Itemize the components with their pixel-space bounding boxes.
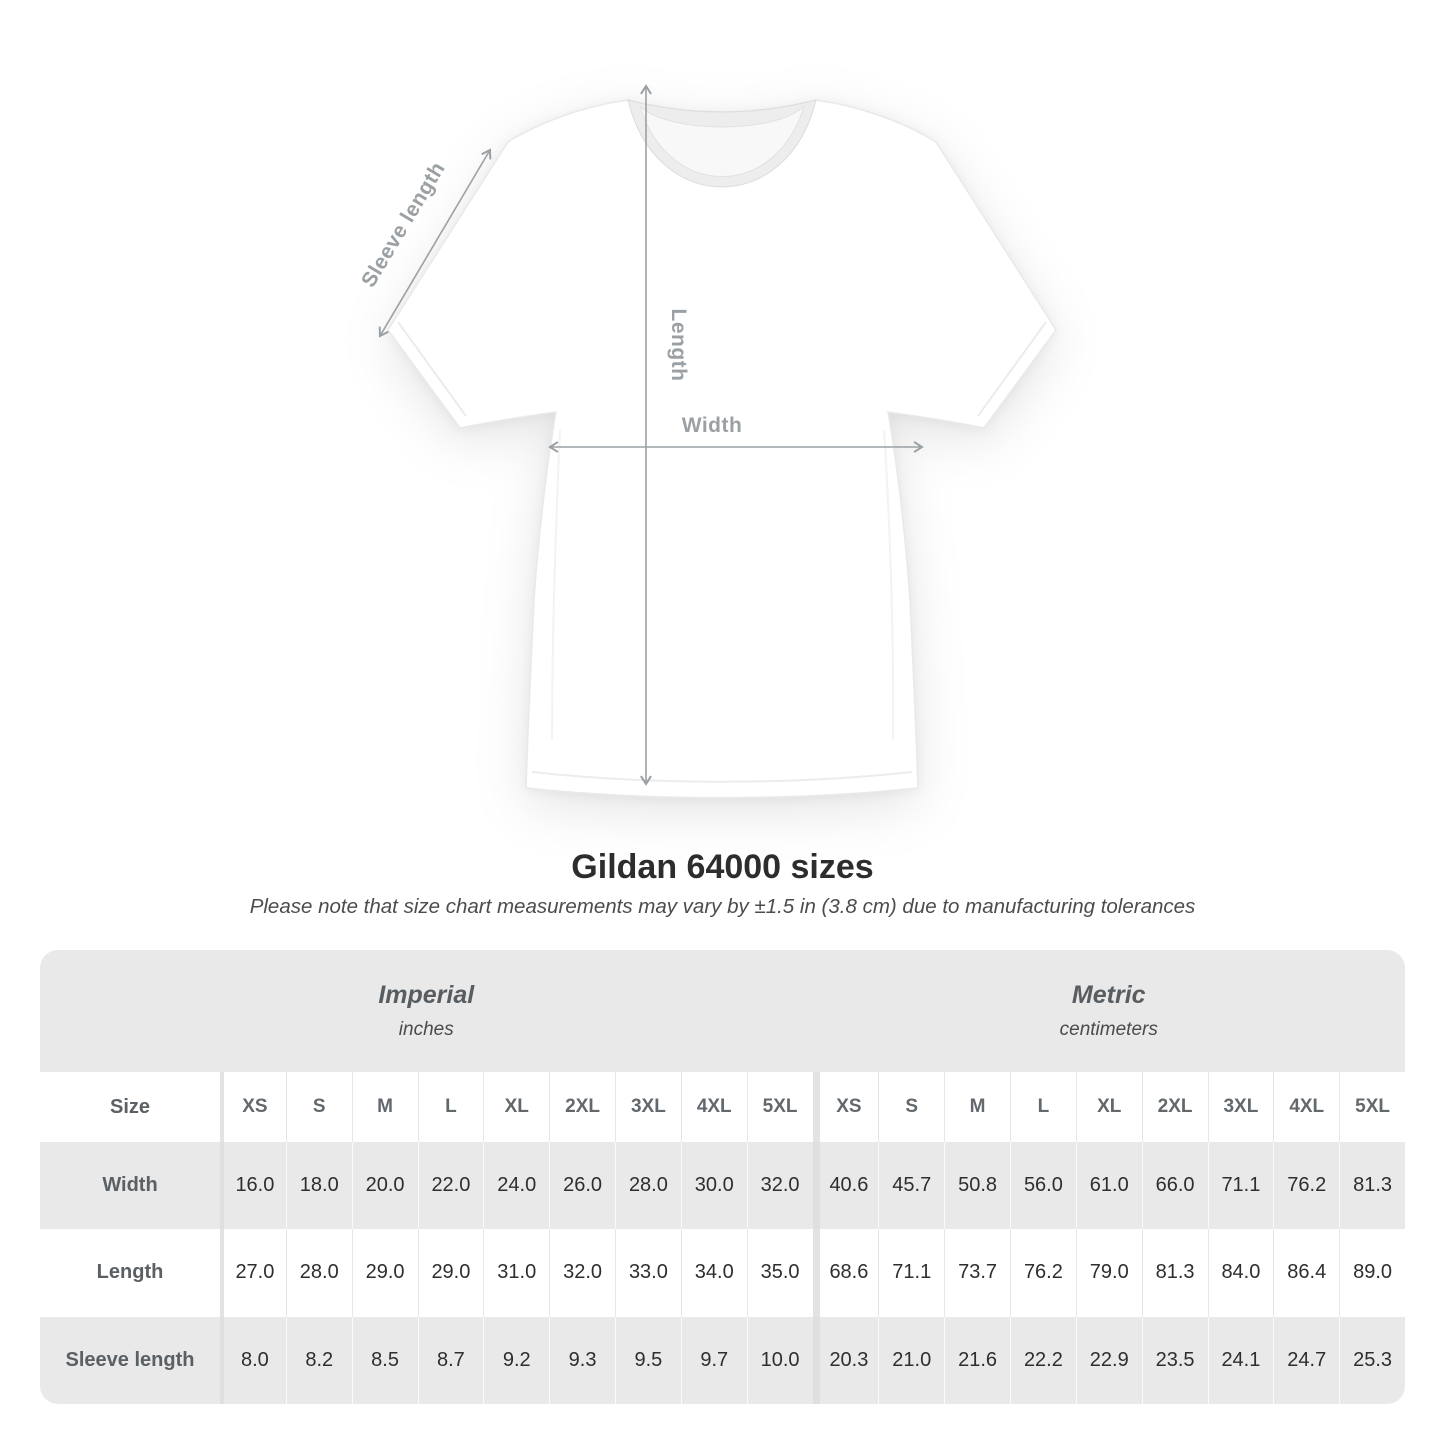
table-cell: 56.0 xyxy=(1010,1142,1076,1229)
size-header: XS xyxy=(813,1072,879,1142)
table-cell: 28.0 xyxy=(615,1142,681,1229)
size-header: 4XL xyxy=(681,1072,747,1142)
size-header: 2XL xyxy=(549,1072,615,1142)
size-header: M xyxy=(352,1072,418,1142)
size-header: S xyxy=(878,1072,944,1142)
tolerance-note: Please note that size chart measurements may vary by ±1.5 in (3.8 cm) due to manufacturing tolerances xyxy=(249,895,1196,918)
table-cell: 89.0 xyxy=(1339,1229,1405,1316)
table-cell: 25.3 xyxy=(1339,1317,1405,1404)
table-cell: 20.3 xyxy=(813,1317,879,1404)
metric-group-name: Metric xyxy=(1071,981,1146,1009)
table-cell: 24.0 xyxy=(483,1142,549,1229)
table-cell: 8.5 xyxy=(352,1317,418,1404)
table-cell: 9.2 xyxy=(483,1317,549,1404)
size-header: S xyxy=(286,1072,352,1142)
table-cell: 81.3 xyxy=(1339,1142,1405,1229)
imperial-group-unit: inches xyxy=(398,1019,454,1040)
table-row-length xyxy=(40,1229,1405,1316)
table-cell: 18.0 xyxy=(286,1142,352,1229)
metric-group-header xyxy=(813,950,1406,1072)
table-cell: 22.2 xyxy=(1010,1317,1076,1404)
table-cell: 24.7 xyxy=(1273,1317,1339,1404)
size-header: XL xyxy=(1076,1072,1142,1142)
sleeve-length-label: Sleeve length xyxy=(357,157,450,292)
table-cell: 66.0 xyxy=(1142,1142,1208,1229)
size-header: L xyxy=(1010,1072,1076,1142)
size-header-label: Size xyxy=(109,1095,151,1118)
table-cell: 9.3 xyxy=(549,1317,615,1404)
table-cell: 29.0 xyxy=(418,1229,484,1316)
table-cell: 28.0 xyxy=(286,1229,352,1316)
table-cell: 76.2 xyxy=(1010,1229,1076,1316)
imperial-group-name: Imperial xyxy=(378,981,475,1009)
length-label: Length xyxy=(667,308,690,382)
size-header: 4XL xyxy=(1273,1072,1339,1142)
table-cell: 84.0 xyxy=(1208,1229,1274,1316)
table-cell: 76.2 xyxy=(1273,1142,1339,1229)
page-title: Gildan 64000 sizes xyxy=(571,848,874,886)
table-cell: 45.7 xyxy=(878,1142,944,1229)
table-cell: 71.1 xyxy=(878,1229,944,1316)
table-cell: 16.0 xyxy=(220,1142,286,1229)
table-cell: 26.0 xyxy=(549,1142,615,1229)
table-cell: 68.6 xyxy=(813,1229,879,1316)
table-row-width xyxy=(40,1142,1405,1229)
table-cell: 23.5 xyxy=(1142,1317,1208,1404)
size-header: 3XL xyxy=(1208,1072,1274,1142)
size-header-row xyxy=(40,1072,1405,1142)
table-cell: 22.0 xyxy=(418,1142,484,1229)
table-cell: 20.0 xyxy=(352,1142,418,1229)
size-header: XS xyxy=(220,1072,286,1142)
unit-group-band xyxy=(40,950,1405,1072)
imperial-group-header xyxy=(40,950,813,1072)
table-cell: 21.6 xyxy=(944,1317,1010,1404)
table-cell: 86.4 xyxy=(1273,1229,1339,1316)
size-header: XL xyxy=(483,1072,549,1142)
table-cell: 73.7 xyxy=(944,1229,1010,1316)
table-cell: 81.3 xyxy=(1142,1229,1208,1316)
table-cell: 34.0 xyxy=(681,1229,747,1316)
size-header: 3XL xyxy=(615,1072,681,1142)
size-header: M xyxy=(944,1072,1010,1142)
width-label: Width xyxy=(681,414,743,437)
size-header: 5XL xyxy=(747,1072,813,1142)
size-header: 2XL xyxy=(1142,1072,1208,1142)
table-cell: 50.8 xyxy=(944,1142,1010,1229)
table-cell: 21.0 xyxy=(878,1317,944,1404)
table-cell: 27.0 xyxy=(220,1229,286,1316)
table-cell: 32.0 xyxy=(549,1229,615,1316)
table-cell: 31.0 xyxy=(483,1229,549,1316)
table-cell: 9.7 xyxy=(681,1317,747,1404)
tshirt-image xyxy=(388,100,1056,798)
table-cell: 9.5 xyxy=(615,1317,681,1404)
table-cell: 79.0 xyxy=(1076,1229,1142,1316)
table-cell: 22.9 xyxy=(1076,1317,1142,1404)
table-cell: 24.1 xyxy=(1208,1317,1274,1404)
table-cell: 8.0 xyxy=(220,1317,286,1404)
table-cell: 33.0 xyxy=(615,1229,681,1316)
row-label: Length xyxy=(96,1261,164,1284)
row-label: Width xyxy=(102,1174,158,1197)
table-cell: 30.0 xyxy=(681,1142,747,1229)
table-cell: 35.0 xyxy=(747,1229,813,1316)
table-cell: 32.0 xyxy=(747,1142,813,1229)
table-cell: 8.2 xyxy=(286,1317,352,1404)
table-cell: 29.0 xyxy=(352,1229,418,1316)
metric-group-unit: centimeters xyxy=(1059,1019,1158,1040)
table-cell: 61.0 xyxy=(1076,1142,1142,1229)
table-cell: 40.6 xyxy=(813,1142,879,1229)
size-header: L xyxy=(418,1072,484,1142)
table-cell: 8.7 xyxy=(418,1317,484,1404)
size-table xyxy=(40,950,1405,1404)
table-cell: 10.0 xyxy=(747,1317,813,1404)
table-row-sleeve-length xyxy=(40,1317,1405,1404)
size-header: 5XL xyxy=(1339,1072,1405,1142)
row-label: Sleeve length xyxy=(65,1348,195,1371)
table-cell: 71.1 xyxy=(1208,1142,1274,1229)
